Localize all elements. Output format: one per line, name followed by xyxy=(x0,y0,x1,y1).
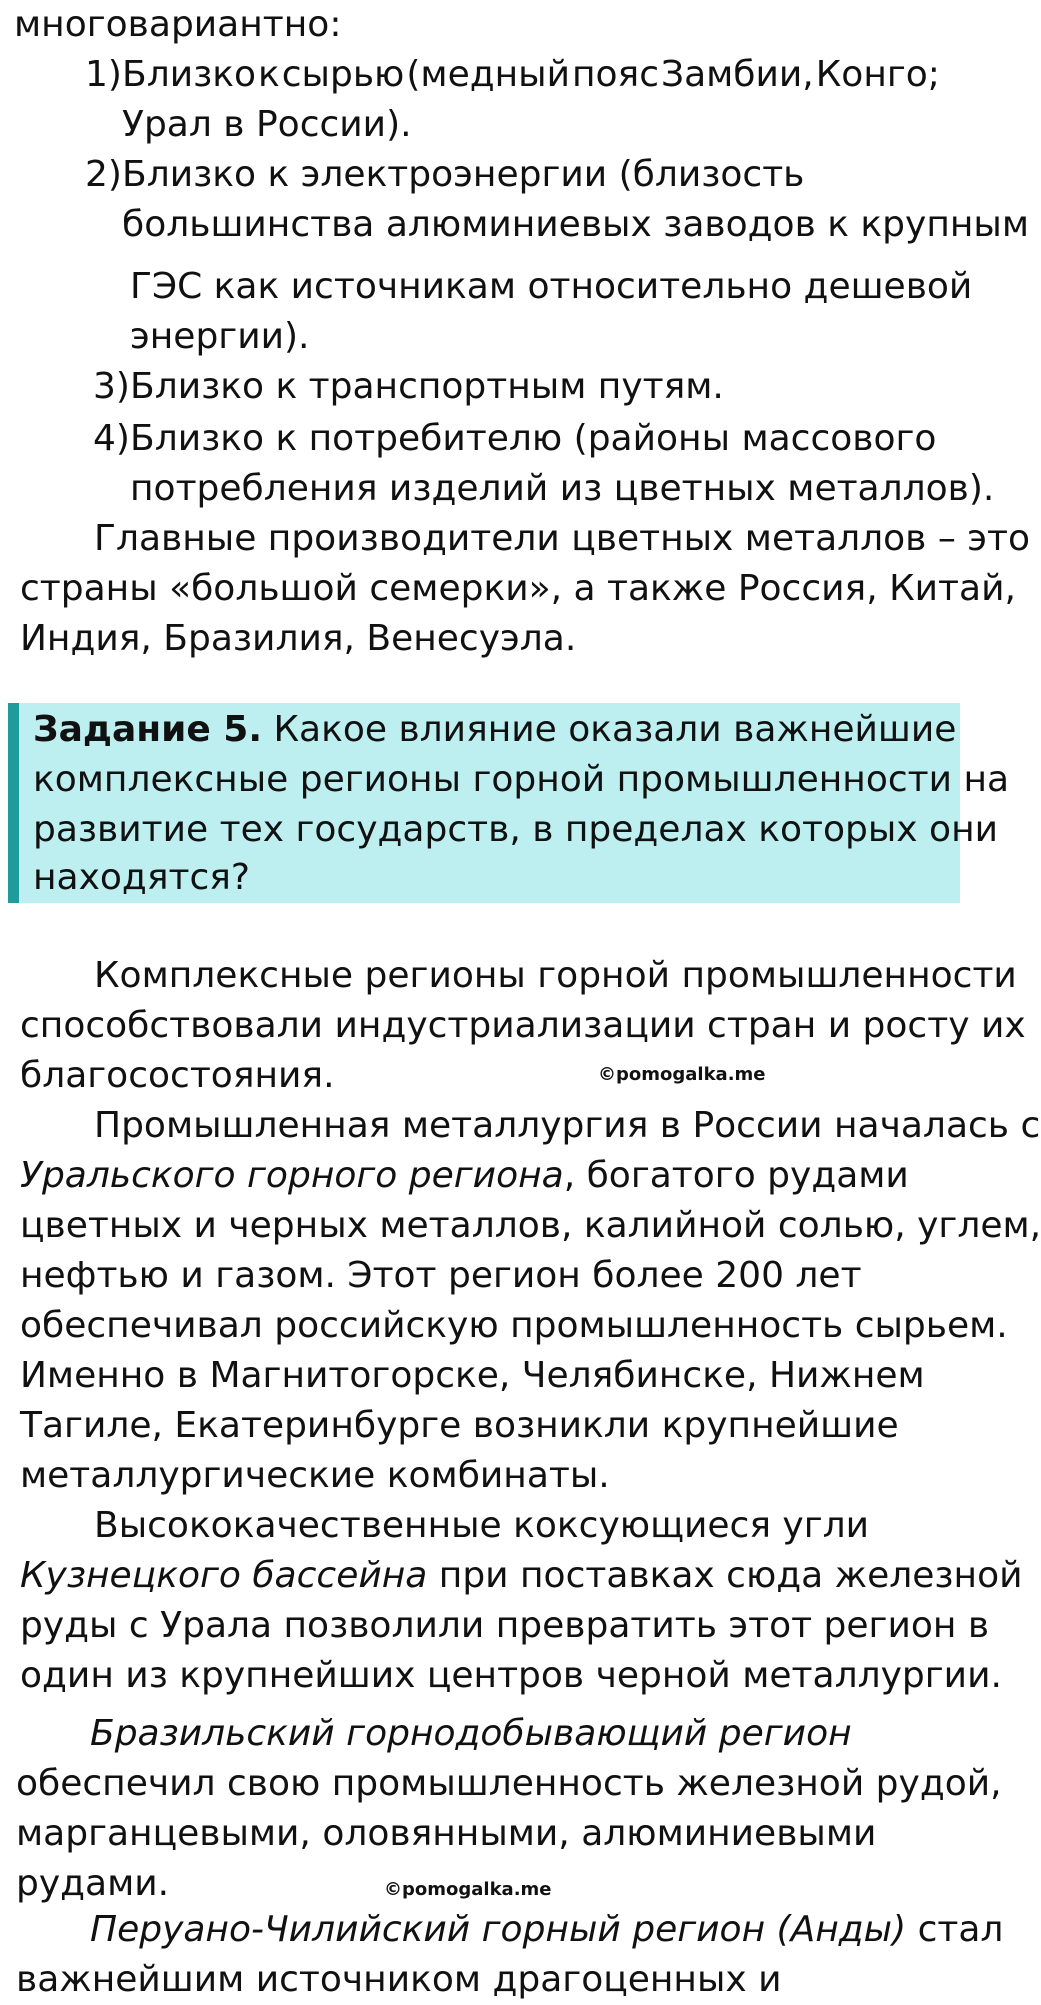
p2-line-4: нефтью и газом. Этот регион более 200 лет xyxy=(20,1255,862,1296)
p3-line-1: Высококачественные коксующиеся угли xyxy=(94,1505,870,1546)
watermark-2: ©pomogalka.me xyxy=(384,1879,552,1900)
task-line-2: комплексные регионы горной промышленности на xyxy=(33,759,1010,800)
list-item-4-line-1: Близко к потребителю (районы массового xyxy=(130,418,937,459)
p2-line-2: Уральского горного региона, богатого рудами xyxy=(20,1155,909,1196)
p4-line-4: рудами. xyxy=(16,1863,170,1904)
p4-line-2: обеспечил свою промышленность железной рудой, xyxy=(16,1763,1002,1804)
p2-line-8: металлургические комбинаты. xyxy=(20,1455,610,1496)
list-item-1-line-1: Близко к сырью (медный пояс Замбии, Конго; xyxy=(122,54,940,95)
list-number-3: 3) xyxy=(93,366,130,407)
list-item-3-line-1: Близко к транспортным путям. xyxy=(130,366,724,407)
p1-line-1: Комплексные регионы горной промышленности xyxy=(94,955,1017,996)
p2-line-3: цветных и черных металлов, калийной солью, углем, xyxy=(20,1205,1041,1246)
p5-line-2: важнейшим источником драгоценных и xyxy=(16,1959,782,2000)
task-line-3: развитие тех государств, в пределах которых они xyxy=(33,809,999,850)
watermark-1: ©pomogalka.me xyxy=(598,1064,766,1085)
summary-line-1: Главные производители цветных металлов – это xyxy=(94,518,1031,559)
list-number-2: 2) xyxy=(85,154,122,195)
intro-text: многовариантно: xyxy=(14,4,342,45)
p2-line-1: Промышленная металлургия в России началась с xyxy=(94,1105,1041,1146)
summary-line-3: Индия, Бразилия, Венесуэла. xyxy=(20,618,577,659)
p3-line-4: один из крупнейших центров черной металлургии. xyxy=(20,1655,1002,1696)
task-box xyxy=(8,703,1010,903)
p2-line-7: Тагиле, Екатеринбурге возникли крупнейшие xyxy=(20,1405,899,1446)
p2-line-5: обеспечивал российскую промышленность сырьем. xyxy=(20,1305,1008,1346)
p1-line-2: способствовали индустриализации стран и росту их xyxy=(20,1005,1026,1046)
list-item-4-line-2: потребления изделий из цветных металлов). xyxy=(130,468,995,509)
list-item-2-line-2: большинства алюминиевых заводов к крупным xyxy=(122,204,1029,245)
task-line-1: Задание 5. Какое влияние оказали важнейшие xyxy=(33,709,957,750)
p1-line-3: благосостояния. xyxy=(20,1055,335,1096)
list-item-2-line-1: Близко к электроэнергии (близость xyxy=(122,154,805,195)
p3-line-2: Кузнецкого бассейна при поставках сюда железной xyxy=(20,1555,1023,1596)
list-number-1: 1) xyxy=(85,54,122,95)
list-item-1-line-2: Урал в России). xyxy=(122,104,412,145)
p5-line-1: Перуано-Чилийский горный регион (Анды) стал xyxy=(90,1909,1004,1950)
task-label: Задание 5. xyxy=(33,709,263,750)
p2-line-6: Именно в Магнитогорске, Челябинске, Нижнем xyxy=(20,1355,925,1396)
list-item-2-line-4: энергии). xyxy=(130,316,310,357)
p4-line-3: марганцевыми, оловянными, алюминиевыми xyxy=(16,1813,877,1854)
list-item-2-line-3: ГЭС как источникам относительно дешевой xyxy=(130,266,973,307)
task-line-4: находятся? xyxy=(33,857,251,898)
p3-line-3: руды с Урала позволили превратить этот регион в xyxy=(20,1605,990,1646)
list-number-4: 4) xyxy=(93,418,130,459)
summary-line-2: страны «большой семерки», а также Россия, Китай, xyxy=(20,568,1016,609)
p4-line-1: Бразильский горнодобывающий регион xyxy=(90,1713,852,1754)
